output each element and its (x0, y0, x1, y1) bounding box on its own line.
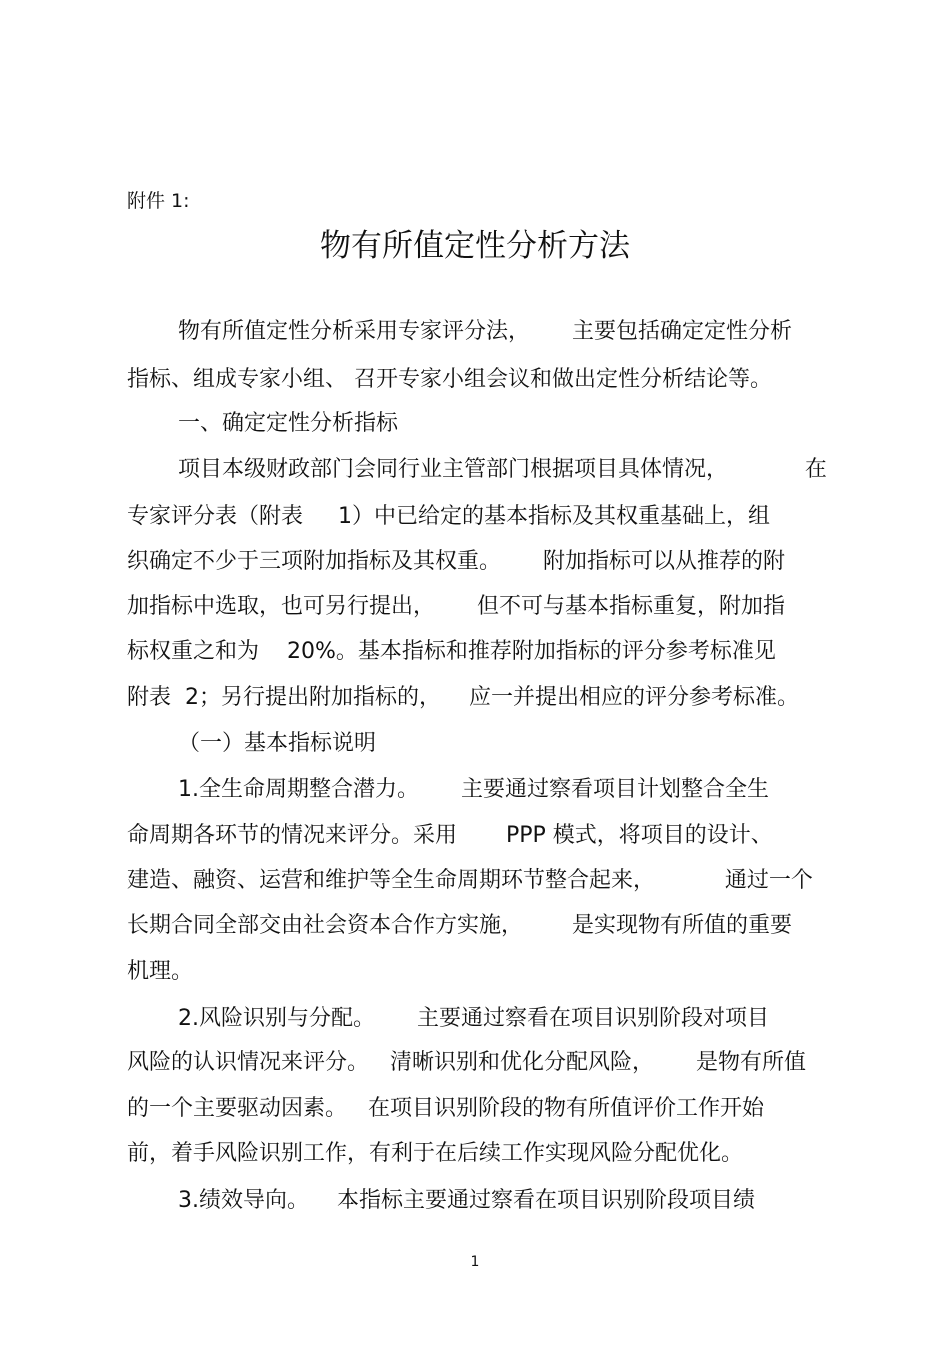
document-title: 物有所值定性分析方法 (320, 228, 630, 264)
paragraph-line: 前，着手风险识别工作，有利于在后续工作实现风险分配优化。 (127, 1141, 744, 1166)
paragraph-line: 长期合同全部交由社会资本合作方实施， 是实现物有所值的重要 (127, 913, 792, 938)
paragraph-line: 3.绩效导向。 本指标主要通过察看在项目识别阶段项目绩 (178, 1188, 755, 1213)
paragraph-line: 机理。 (127, 959, 194, 984)
paragraph-line: 指标、组成专家小组、 召开专家小组会议和做出定性分析结论等。 (127, 367, 772, 392)
paragraph-line: 附表 2；另行提出附加指标的， 应一并提出相应的评分参考标准。 (127, 685, 799, 710)
paragraph-line: 加指标中选取，也可另行提出， 但不可与基本指标重复，附加指 (127, 594, 785, 619)
paragraph-line: 物有所值定性分析采用专家评分法， 主要包括确定定性分析 (178, 319, 792, 344)
paragraph-line: 风险的认识情况来评分。 清晰识别和优化分配风险， 是物有所值 (127, 1050, 806, 1075)
paragraph-line: 建造、融资、运营和维护等全生命周期环节整合起来， 通过一个 (127, 868, 813, 893)
paragraph-line: 专家评分表（附表 1）中已给定的基本指标及其权重基础上，组 (127, 504, 770, 529)
subsection-heading: （一）基本指标说明 (178, 731, 377, 756)
section-heading: 一、确定定性分析指标 (178, 411, 399, 436)
paragraph-line: 织确定不少于三项附加指标及其权重。 附加指标可以从推荐的附 (127, 549, 785, 574)
paragraph-line: 1.全生命周期整合潜力。 主要通过察看项目计划整合全生 (178, 777, 769, 802)
attachment-label: 附件 1: (127, 190, 190, 212)
paragraph-line: 2.风险识别与分配。 主要通过察看在项目识别阶段对项目 (178, 1006, 769, 1031)
paragraph-line: 的一个主要驱动因素。 在项目识别阶段的物有所值评价工作开始 (127, 1096, 764, 1121)
page-number: 1 (470, 1254, 480, 1270)
paragraph-line: 命周期各环节的情况来评分。采用 PPP 模式，将项目的设计、 (127, 823, 773, 848)
paragraph-line: 标权重之和为 20%。基本指标和推荐附加指标的评分参考标准见 (127, 639, 776, 664)
paragraph-line: 项目本级财政部门会同行业主管部门根据项目具体情况， 在 (178, 457, 827, 482)
